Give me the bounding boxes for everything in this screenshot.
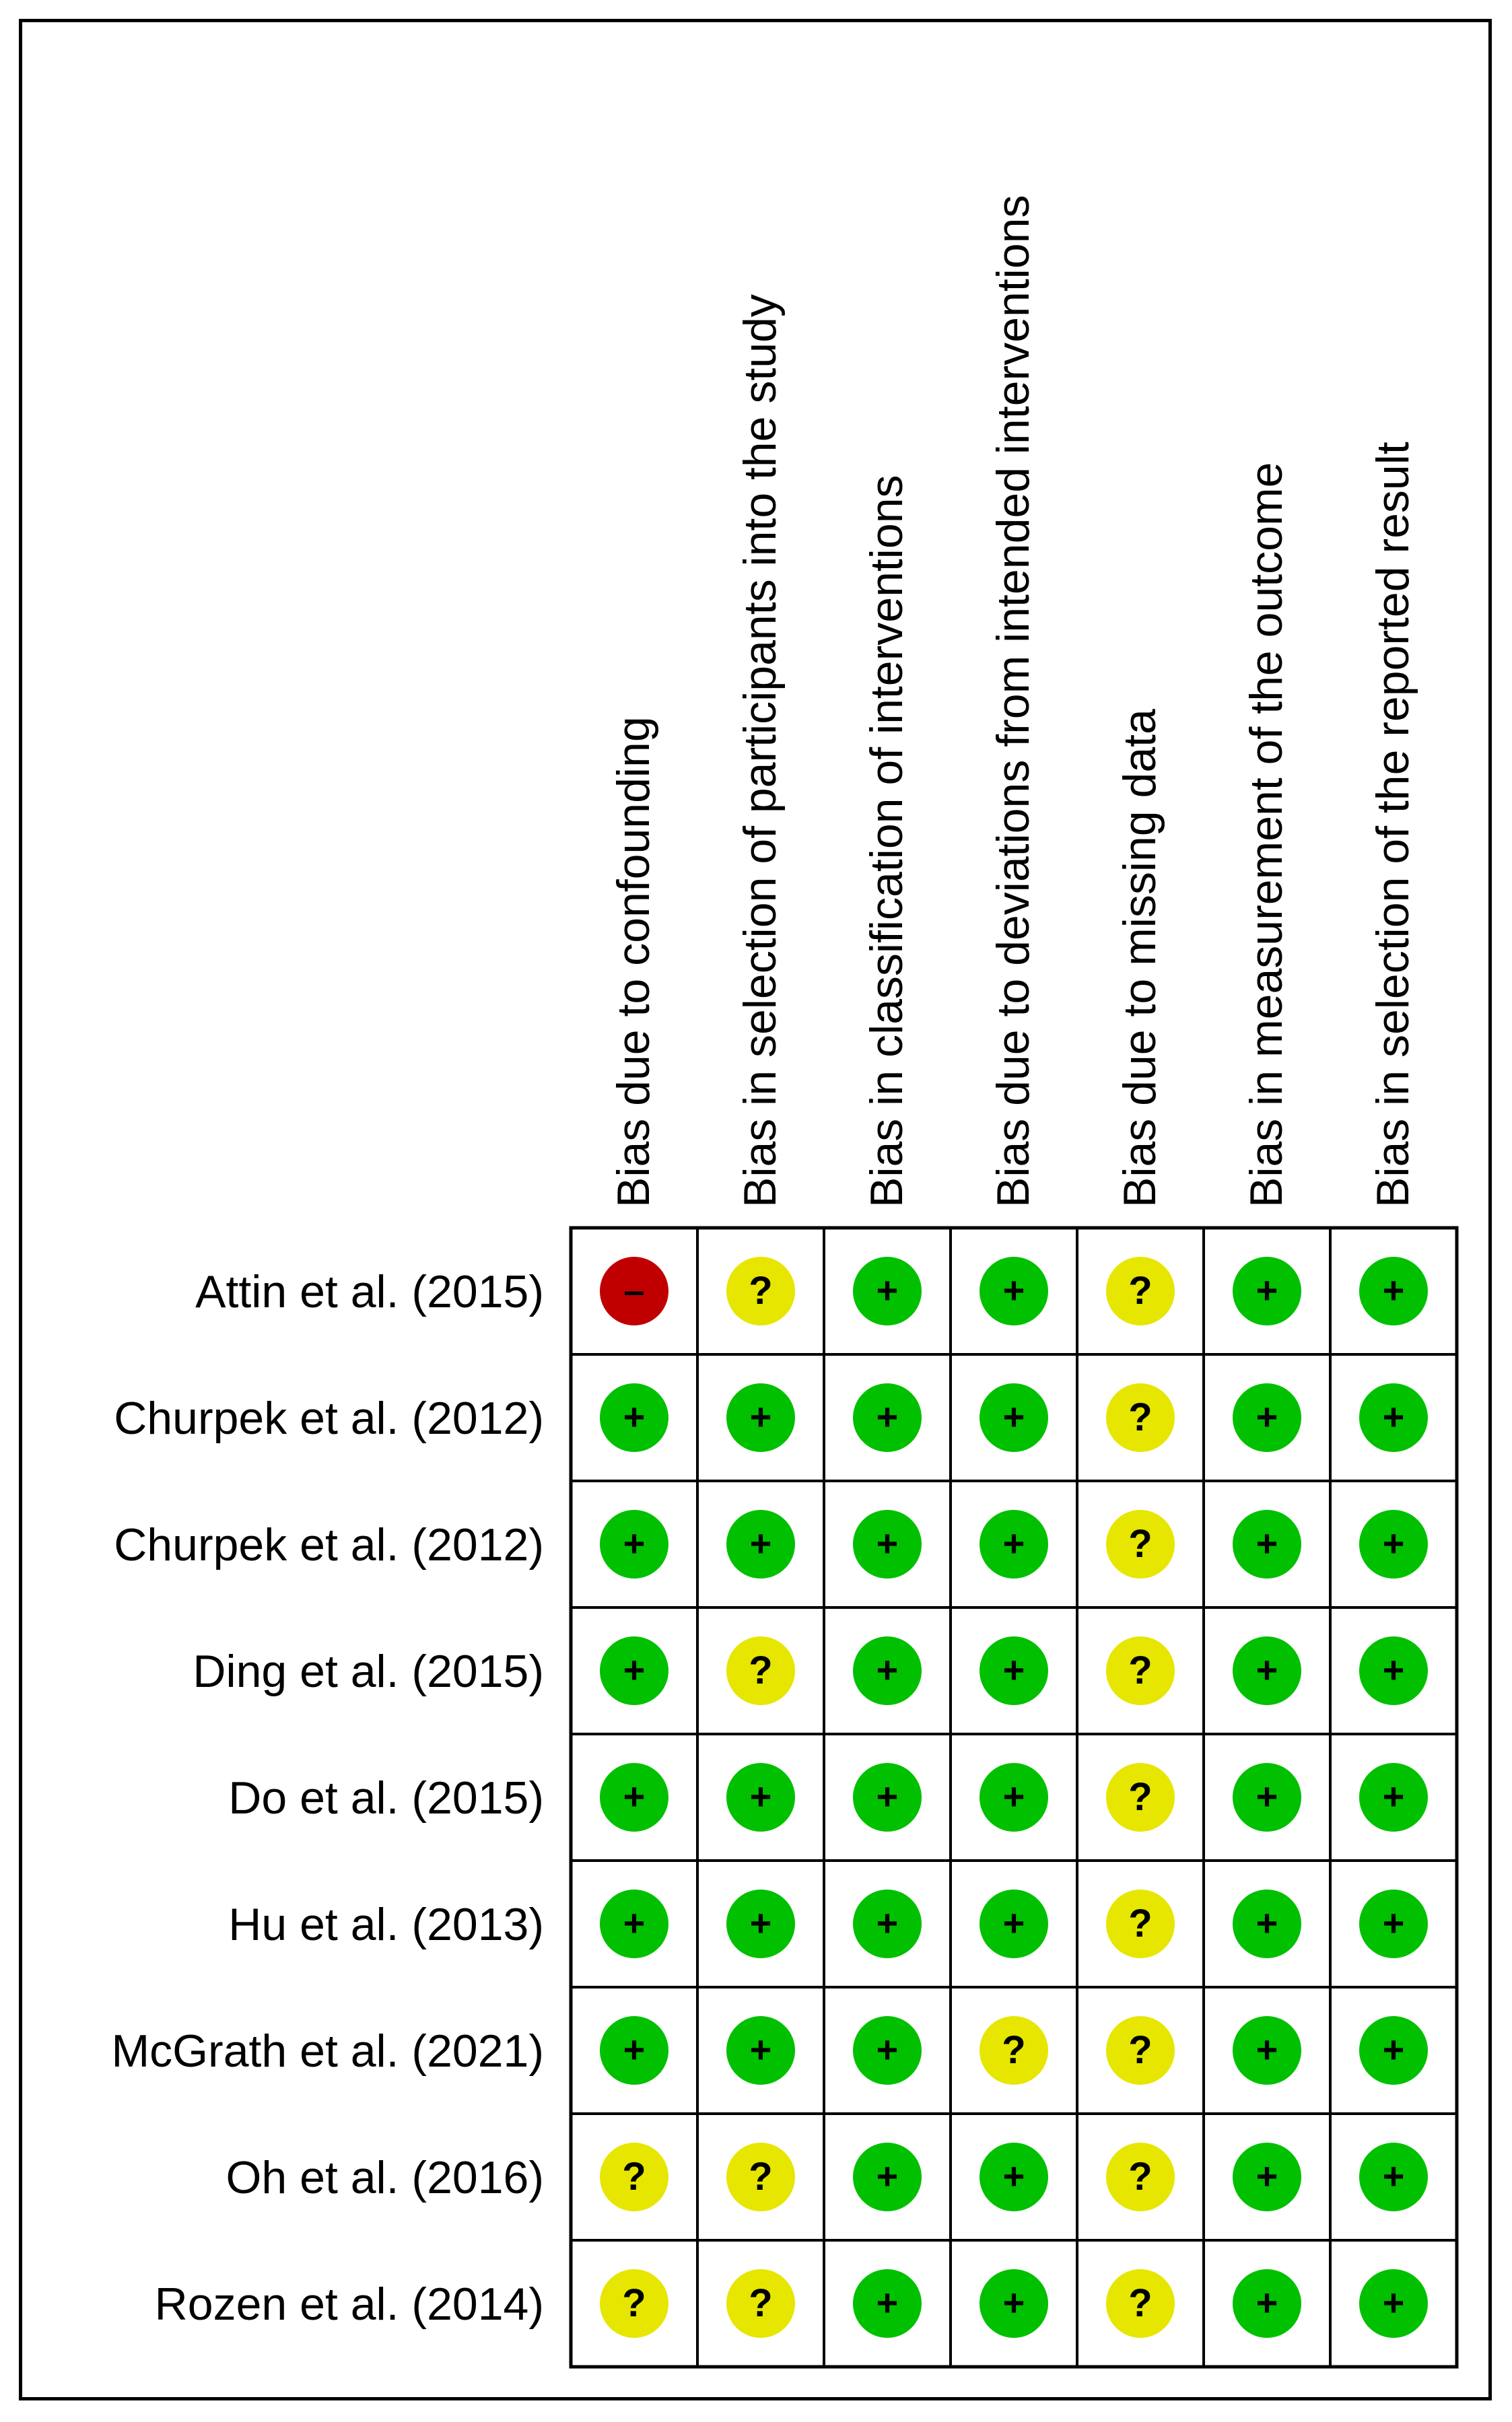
rating-glyph-low: + <box>876 2028 899 2071</box>
rating-glyph-low: + <box>876 1902 899 1944</box>
rating-glyph-low: + <box>749 1395 772 1438</box>
domain-header-bias-due-to-missing-data: Bias due to missing data <box>1114 709 1165 1208</box>
rating-glyph-high: – <box>623 1269 645 1311</box>
rating-glyph-low: + <box>1382 1775 1405 1818</box>
rating-glyph-low: + <box>623 1395 646 1438</box>
study-label: Oh et al. (2016) <box>226 2152 544 2203</box>
rating-glyph-low: + <box>749 1775 772 1818</box>
rating-glyph-low: + <box>623 1902 646 1944</box>
rating-glyph-low: + <box>1382 2028 1405 2071</box>
rating-glyph-low: + <box>876 2281 899 2324</box>
rating-glyph-low: + <box>623 1775 646 1818</box>
rating-glyph-low: + <box>876 1395 899 1438</box>
rating-grid <box>571 1228 1457 2367</box>
rating-glyph-low: + <box>1382 2281 1405 2324</box>
rating-glyph-unclear: ? <box>1002 2028 1026 2072</box>
study-labels <box>112 1266 544 2330</box>
rating-glyph-low: + <box>1256 1395 1278 1438</box>
rating-glyph-low: + <box>876 1269 899 1311</box>
domain-header-bias-in-selection-of-the-reported-result: Bias in selection of the reported result <box>1367 442 1418 1208</box>
rating-glyph-low: + <box>1002 1269 1025 1311</box>
rating-glyph-low: + <box>1382 1649 1405 1691</box>
study-label: Ding et al. (2015) <box>193 1646 544 1697</box>
rating-glyph-low: + <box>1256 1649 1278 1691</box>
rating-glyph-low: + <box>876 2155 899 2197</box>
study-label: Do et al. (2015) <box>228 1772 544 1824</box>
rating-glyph-unclear: ? <box>1128 1522 1153 1566</box>
rating-glyph-low: + <box>876 1649 899 1691</box>
domain-header-bias-in-selection-of-participants-into-the-study: Bias in selection of participants into the study <box>734 294 786 1208</box>
rating-glyph-low: + <box>1002 2281 1025 2324</box>
rating-glyph-unclear: ? <box>1128 1269 1153 1313</box>
rating-glyph-low: + <box>1256 1269 1278 1311</box>
domain-header-bias-in-measurement-of-the-outcome: Bias in measurement of the outcome <box>1241 462 1292 1208</box>
rating-glyph-unclear: ? <box>749 1269 773 1313</box>
domain-header-bias-due-to-confounding: Bias due to confounding <box>608 716 659 1208</box>
rating-glyph-unclear: ? <box>622 2281 646 2325</box>
rating-glyph-low: + <box>1382 2155 1405 2197</box>
rating-glyph-low: + <box>1256 2281 1278 2324</box>
rating-glyph-unclear: ? <box>749 1649 773 1692</box>
rating-glyph-low: + <box>1256 2155 1278 2197</box>
rating-glyph-low: + <box>1382 1395 1405 1438</box>
rating-glyph-low: + <box>1002 1775 1025 1818</box>
study-label: Attin et al. (2015) <box>195 1266 544 1317</box>
rating-glyph-unclear: ? <box>1128 1649 1153 1692</box>
rating-glyph-low: + <box>1382 1522 1405 1564</box>
rating-glyph-low: + <box>749 1522 772 1564</box>
rating-glyph-low: + <box>1382 1269 1405 1311</box>
rating-glyph-unclear: ? <box>1128 2028 1153 2072</box>
rating-glyph-low: + <box>1256 1522 1278 1564</box>
domain-headers <box>608 195 1418 1208</box>
rating-glyph-low: + <box>876 1775 899 1818</box>
study-label: Churpek et al. (2012) <box>114 1393 544 1444</box>
domain-header-bias-due-to-deviations-from-intended-interventions: Bias due to deviations from intended interventions <box>988 195 1039 1208</box>
domain-header-bias-in-classification-of-interventions: Bias in classification of interventions <box>861 475 912 1208</box>
rating-glyph-low: + <box>1256 2028 1278 2071</box>
rating-glyph-low: + <box>1256 1775 1278 1818</box>
rating-glyph-low: + <box>1002 1649 1025 1691</box>
rating-glyph-unclear: ? <box>1128 1395 1153 1439</box>
rating-glyph-low: + <box>1002 2155 1025 2197</box>
rating-glyph-low: + <box>749 1902 772 1944</box>
rating-glyph-unclear: ? <box>749 2155 773 2199</box>
rating-glyph-unclear: ? <box>749 2281 773 2325</box>
rating-glyph-unclear: ? <box>1128 2281 1153 2325</box>
rating-glyph-low: + <box>749 2028 772 2071</box>
rating-glyph-low: + <box>1002 1395 1025 1438</box>
rating-glyph-low: + <box>623 1522 646 1564</box>
rating-glyph-low: + <box>623 1649 646 1691</box>
rating-glyph-unclear: ? <box>622 2155 646 2199</box>
rating-glyph-low: + <box>876 1522 899 1564</box>
rating-glyph-unclear: ? <box>1128 2155 1153 2199</box>
study-label: Rozen et al. (2014) <box>154 2279 544 2330</box>
rating-glyph-unclear: ? <box>1128 1775 1153 1819</box>
rating-glyph-low: + <box>1256 1902 1278 1944</box>
rating-glyph-low: + <box>1002 1522 1025 1564</box>
rating-glyph-low: + <box>1382 1902 1405 1944</box>
study-label: McGrath et al. (2021) <box>111 2026 544 2077</box>
study-label: Hu et al. (2013) <box>228 1899 544 1950</box>
study-label: Churpek et al. (2012) <box>114 1519 544 1570</box>
rating-glyph-unclear: ? <box>1128 1902 1153 1945</box>
rating-glyph-low: + <box>623 2028 646 2071</box>
rating-glyph-low: + <box>1002 1902 1025 1944</box>
